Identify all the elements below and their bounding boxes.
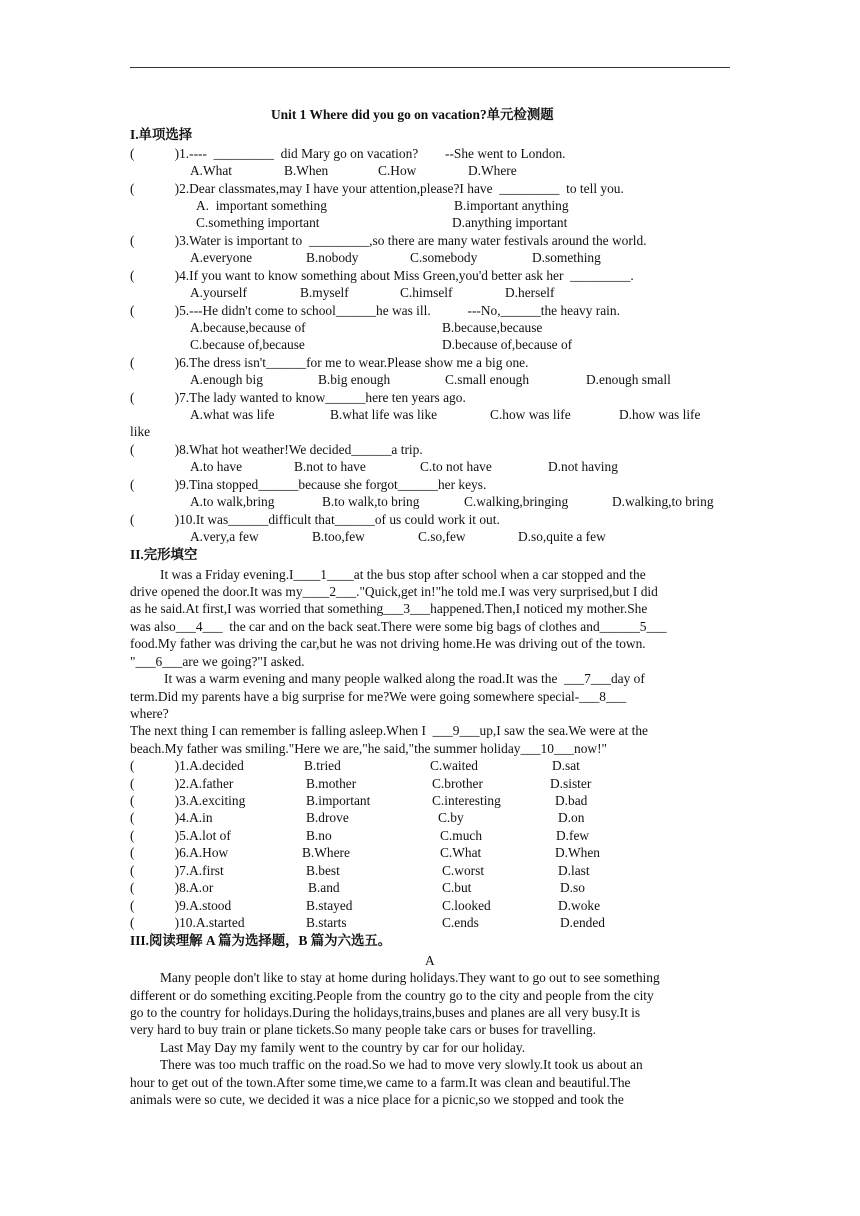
option-c: C.because of,because	[190, 337, 305, 352]
cloze-line: was also___4___ the car and on the back seat.There were some big bags of clothes and______5___	[130, 619, 667, 634]
option-a: A.yourself	[190, 285, 247, 300]
option-a: A.enough big	[190, 372, 263, 387]
option-a: A.what was life	[190, 407, 275, 422]
cloze-line: as he said.At first,I was worried that something___3___happened.Then,I noticed my mother.She	[130, 601, 648, 616]
cloze-option-b: B.drove	[306, 810, 349, 825]
cloze-line: food.My father was driving the car,but he was not driving home.He was driving out of the town.	[130, 636, 646, 651]
option-a: A.What	[190, 163, 233, 178]
cloze-option-b: B.stayed	[306, 898, 353, 913]
option-c: C.to not have	[420, 459, 492, 474]
option-a: A.because,because of	[190, 320, 306, 335]
option-b: B.to walk,to bring	[322, 494, 420, 509]
cloze-line: It was a Friday evening.I____1____at the bus stop after school when a car stopped and the	[160, 567, 646, 582]
question-stem: ( )5.---He didn't come to school______he was ill. ---No,______the heavy rain.	[130, 303, 620, 318]
cloze-option-row: ( )5.A.lot of	[130, 828, 231, 843]
option-c: C.small enough	[445, 372, 530, 387]
option-a: A.to have	[190, 459, 243, 474]
passage-label: A	[425, 953, 435, 968]
option-d: D.something	[532, 250, 601, 265]
option-b: B.not to have	[294, 459, 366, 474]
cloze-option-c: C.ends	[442, 915, 479, 930]
option-a: A.to walk,bring	[190, 494, 275, 509]
cloze-option-row: ( )7.A.first	[130, 863, 224, 878]
cloze-option-row: ( )9.A.stood	[130, 898, 232, 913]
option-c: C.something important	[196, 215, 320, 230]
option-d: D.how was life	[619, 407, 701, 422]
section-heading-1: I.单项选择	[130, 127, 193, 142]
option-b: B.important anything	[454, 198, 569, 213]
option-d: D.enough small	[586, 372, 671, 387]
option-b: B.myself	[300, 285, 349, 300]
option-c: C.walking,bringing	[464, 494, 569, 509]
option-c: C.how was life	[490, 407, 571, 422]
option-b: B.too,few	[312, 529, 365, 544]
option-b: B.because,because	[442, 320, 543, 335]
question-stem: ( )1.---- _________ did Mary go on vacation? --She went to London.	[130, 146, 566, 161]
option-d: D.not having	[548, 459, 618, 474]
cloze-option-b: B.important	[306, 793, 371, 808]
cloze-option-d: D.ended	[560, 915, 605, 930]
cloze-line: term.Did my parents have a big surprise for me?We were going somewhere special-___8___	[130, 689, 627, 704]
passage-line: very hard to buy train or plane tickets.So many people take cars or buses for travelling.	[130, 1022, 596, 1037]
cloze-option-b: B.tried	[304, 758, 341, 773]
cloze-option-c: C.but	[442, 880, 472, 895]
cloze-option-row: ( )10.A.started	[130, 915, 245, 930]
cloze-option-row: ( )1.A.decided	[130, 758, 244, 773]
option-d-wrap: like	[130, 424, 151, 439]
cloze-option-b: B.mother	[306, 776, 357, 791]
cloze-option-d: D.woke	[558, 898, 601, 913]
question-stem: ( )10.It was______difficult that______of us could work it out.	[130, 512, 500, 527]
section-heading-3: III.阅读理解 A 篇为选择题，B 篇为六选五。	[130, 933, 392, 948]
option-d: D.walking,to bring	[612, 494, 714, 509]
passage-line: go to the country for holidays.During the holidays,trains,buses and planes are all very busy.It is	[130, 1005, 641, 1020]
option-d: D.so,quite a few	[518, 529, 606, 544]
cloze-option-row: ( )4.A.in	[130, 810, 213, 825]
section-heading-2: II.完形填空	[130, 547, 198, 562]
cloze-option-c: C.waited	[430, 758, 478, 773]
cloze-option-d: D.When	[555, 845, 600, 860]
cloze-line: The next thing I can remember is falling asleep.When I ___9___up,I saw the sea.We were at the	[130, 723, 648, 738]
passage-line: hour to get out of the town.After some time,we came to a farm.It was clean and beautiful.The	[130, 1075, 631, 1090]
cloze-option-row: ( )8.A.or	[130, 880, 214, 895]
option-b: B.When	[284, 163, 329, 178]
question-stem: ( )6.The dress isn't______for me to wear.Please show me a big one.	[130, 355, 529, 370]
option-c: C.himself	[400, 285, 453, 300]
cloze-option-c: C.worst	[442, 863, 485, 878]
cloze-option-row: ( )2.A.father	[130, 776, 234, 791]
cloze-option-d: D.so	[560, 880, 585, 895]
cloze-option-c: C.by	[438, 810, 464, 825]
cloze-line: "___6___are we going?"I asked.	[130, 654, 305, 669]
cloze-option-c: C.brother	[432, 776, 483, 791]
question-stem: ( )2.Dear classmates,may I have your attention,please?I have _________ to tell you.	[130, 181, 624, 196]
cloze-option-d: D.bad	[555, 793, 588, 808]
cloze-option-c: C.What	[440, 845, 482, 860]
cloze-line: It was a warm evening and many people walked along the road.It was the ___7___day of	[164, 671, 645, 686]
option-a: A. important something	[196, 198, 327, 213]
cloze-option-b: B.starts	[306, 915, 347, 930]
question-stem: ( )3.Water is important to _________,so there are many water festivals around the world.	[130, 233, 647, 248]
option-a: A.everyone	[190, 250, 253, 265]
option-c: C.How	[378, 163, 417, 178]
option-b: B.nobody	[306, 250, 359, 265]
cloze-option-b: B.no	[306, 828, 332, 843]
question-stem: ( )8.What hot weather!We decided______a trip.	[130, 442, 423, 457]
cloze-option-c: C.much	[440, 828, 483, 843]
cloze-option-b: B.Where	[302, 845, 350, 860]
option-d: D.herself	[505, 285, 555, 300]
cloze-option-b: B.best	[306, 863, 340, 878]
option-c: C.so,few	[418, 529, 466, 544]
option-a: A.very,a few	[190, 529, 259, 544]
cloze-option-d: D.few	[556, 828, 590, 843]
option-b: B.what life was like	[330, 407, 438, 422]
option-c: C.somebody	[410, 250, 478, 265]
cloze-line: drive opened the door.It was my____2___."Quick,get in!"he told me.I was very surprised,but I did	[130, 584, 658, 599]
question-stem: ( )9.Tina stopped______because she forgot______her keys.	[130, 477, 487, 492]
cloze-option-row: ( )6.A.How	[130, 845, 229, 860]
cloze-line: where?	[130, 706, 169, 721]
option-d: D.Where	[468, 163, 517, 178]
question-stem: ( )4.If you want to know something about Miss Green,you'd better ask her _________.	[130, 268, 634, 283]
cloze-option-c: C.looked	[442, 898, 491, 913]
option-d: D.because of,because of	[442, 337, 573, 352]
passage-line: Many people don't like to stay at home during holidays.They want to go out to see something	[160, 970, 660, 985]
header-rule	[130, 67, 730, 68]
cloze-option-row: ( )3.A.exciting	[130, 793, 246, 808]
passage-line: different or do something exciting.People from the country go to the city and people from the city	[130, 988, 654, 1003]
option-d: D.anything important	[452, 215, 568, 230]
passage-line: animals were so cute, we decided it was a nice place for a picnic,so we stopped and took the	[130, 1092, 624, 1107]
page-title: Unit 1 Where did you go on vacation?单元检测题	[271, 107, 554, 122]
cloze-option-d: D.last	[558, 863, 590, 878]
cloze-option-d: D.sat	[552, 758, 580, 773]
cloze-option-d: D.on	[558, 810, 585, 825]
question-stem: ( )7.The lady wanted to know______here ten years ago.	[130, 390, 466, 405]
passage-line: There was too much traffic on the road.So we had to move very slowly.It took us about an	[160, 1057, 643, 1072]
passage-line: Last May Day my family went to the country by car for our holiday.	[160, 1040, 526, 1055]
cloze-option-d: D.sister	[550, 776, 592, 791]
cloze-line: beach.My father was smiling."Here we are,"he said,"the summer holiday___10___now!"	[130, 741, 608, 756]
option-b: B.big enough	[318, 372, 391, 387]
cloze-option-c: C.interesting	[432, 793, 501, 808]
cloze-option-b: B.and	[308, 880, 340, 895]
